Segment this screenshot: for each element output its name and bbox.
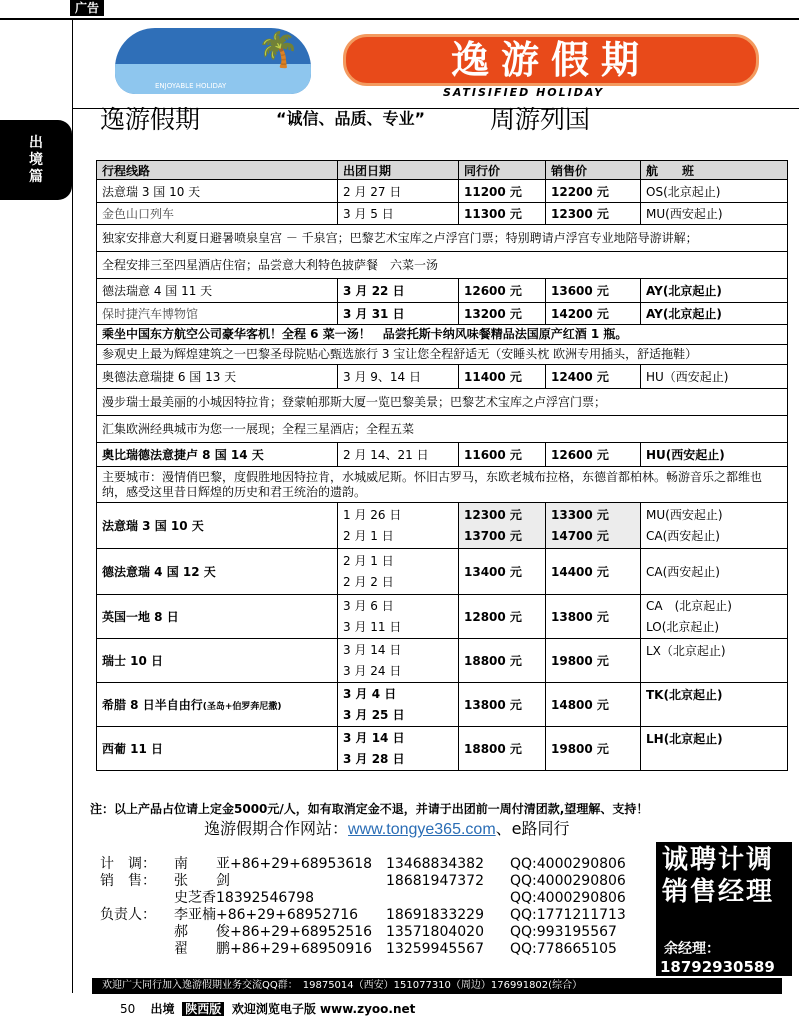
sale-price: 14200 元: [546, 303, 641, 325]
sale-price: 12400 元: [546, 365, 641, 389]
footnote: 注：以上产品占位请上定金5000元/人，如有取消定金不退，并请于出团前一周付清团款,望理解、支持！: [90, 802, 649, 816]
contact-person: 翟 鹏+86+29+68950916: [174, 941, 373, 957]
route-name: 瑞士 10 日: [97, 639, 338, 683]
qq-group-bar: 欢迎广大同行加入逸游假期业务交流QQ群： 19875014（西安）151077310（周边）176991802(综合）: [92, 978, 782, 994]
trade-price: 11600 元: [459, 443, 546, 467]
edition-tag: 陕西版: [182, 1002, 224, 1016]
sale-price: 12600 元: [546, 443, 641, 467]
route-note: 全程安排三至四星酒店住宿；品尝意大利特色披萨餐 六菜一汤: [97, 252, 788, 279]
depart-dates: [338, 683, 459, 727]
contact-qq: QQ:1771211713: [510, 907, 626, 923]
depart-dates: [338, 595, 459, 639]
contact-row: [100, 890, 660, 907]
contact-mobile: 13571804020: [386, 924, 484, 940]
depart-date: 2 月 27 日: [338, 180, 459, 203]
website-prefix: 逸游假期合作网站：: [204, 819, 349, 838]
contact-person: 李亚楠+86+29+68952716: [174, 907, 359, 923]
page-title: [100, 100, 720, 140]
depart-date: 3 月 9、14 日: [338, 365, 459, 389]
depart-date: 3 月 22 日: [338, 279, 459, 303]
sale-price: 12300 元: [546, 203, 641, 225]
palm-tree-icon: 🌴: [257, 30, 300, 70]
side-tab-char: 出: [29, 134, 43, 151]
title-slogan: “诚信、品质、专业”: [276, 109, 426, 128]
contact-mobile: 18681947372: [386, 873, 484, 889]
table-note-row: [97, 416, 788, 443]
depart-date: 1 月 26 日: [343, 507, 402, 522]
depart-date: 2 月 1 日: [343, 528, 394, 543]
depart-dates: [338, 727, 459, 771]
depart-date: 3 月 5 日: [338, 203, 459, 225]
table-note-row: [97, 252, 788, 279]
flights: [641, 595, 788, 639]
route-name-cell: [97, 683, 338, 727]
flight: AY(北京起止): [641, 279, 788, 303]
sale-price: 13800 元: [546, 595, 641, 639]
contact-mobile: 13259945567: [386, 941, 484, 957]
flight: CA(西安起止): [646, 528, 720, 543]
depart-date: 3 月 14 日: [343, 730, 405, 745]
trade-prices: [459, 503, 546, 549]
sale-prices: [546, 503, 641, 549]
sale-price: 19800 元: [546, 727, 641, 771]
hiring-title: 诚聘计调销售经理: [662, 845, 775, 907]
trade-price: 11300 元: [459, 203, 546, 225]
table-row: [97, 639, 788, 683]
table-note-row: [97, 225, 788, 252]
col-header: 航 班: [641, 161, 788, 180]
table-row: [97, 180, 788, 203]
trade-price: 11400 元: [459, 365, 546, 389]
section-side-tab: [0, 120, 72, 200]
trade-price: 13700 元: [464, 528, 522, 543]
table-row: [97, 595, 788, 639]
depart-date: 3 月 31 日: [338, 303, 459, 325]
trade-price: 13200 元: [459, 303, 546, 325]
flight: OS(北京起止): [641, 180, 788, 203]
side-tab-char: 境: [29, 151, 43, 168]
partner-website: [204, 816, 570, 839]
route-subtitle: 保时捷汽车博物馆: [97, 303, 338, 325]
route-name: 德法意瑞 4 国 12 天: [97, 549, 338, 595]
route-name: 法意瑞 3 国 10 天: [97, 503, 338, 549]
side-tab-char: 篇: [29, 168, 43, 185]
contact-qq: QQ:4000290806: [510, 890, 626, 906]
sale-price: 13600 元: [546, 279, 641, 303]
trade-price: 18800 元: [459, 639, 546, 683]
contact-row: [100, 873, 660, 890]
flight: HU（西安起止): [641, 365, 788, 389]
col-header: 行程线路: [97, 161, 338, 180]
table-row: [97, 365, 788, 389]
flights: [641, 503, 788, 549]
route-name: 奥德法意瑞捷 6 国 13 天: [97, 365, 338, 389]
route-name: 英国一地 8 日: [97, 595, 338, 639]
sale-price: 14400 元: [546, 549, 641, 595]
sale-price: 12200 元: [546, 180, 641, 203]
brand-title-logo: 逸游假期: [343, 34, 759, 86]
depart-date: 3 月 11 日: [343, 619, 402, 634]
depart-date: 3 月 4 日: [343, 686, 397, 701]
contact-role: 计 调：: [100, 856, 156, 872]
route-name: 德法瑞意 4 国 11 天: [97, 279, 338, 303]
hiring-box: [656, 842, 792, 976]
depart-date: 3 月 25 日: [343, 707, 405, 722]
route-name: 希腊 8 日半自由行: [102, 698, 203, 712]
table-row: [97, 203, 788, 225]
title-right: 周游列国: [490, 105, 591, 134]
contact-mobile: 13468834382: [386, 856, 484, 872]
company-logo: [115, 28, 311, 94]
depart-date: 3 月 28 日: [343, 751, 405, 766]
contact-qq: QQ:778665105: [510, 941, 617, 957]
contact-qq: QQ:993195567: [510, 924, 617, 940]
contact-row: [100, 941, 660, 958]
flight: MU(西安起止): [641, 203, 788, 225]
ad-tag: 广告: [70, 0, 104, 16]
contact-qq: QQ:4000290806: [510, 873, 626, 889]
depart-dates: [338, 639, 459, 683]
depart-date: 2 月 14、21 日: [338, 443, 459, 467]
depart-date: 2 月 1 日: [343, 553, 394, 568]
route-note: 独家安排意大利夏日避暑喷泉皇宫 － 千泉宫；巴黎艺术宝库之卢浮宫门票；特别聘请卢浮宫专业地陪导游讲解；: [97, 225, 788, 252]
sale-price: 19800 元: [546, 639, 641, 683]
contact-row: [100, 907, 660, 924]
trade-price: 13800 元: [459, 683, 546, 727]
flight: CA(西安起止): [641, 549, 788, 595]
tour-table: [96, 160, 788, 771]
route-name: 奥比瑞德法意捷卢 8 国 14 天: [97, 443, 338, 467]
trade-price: 18800 元: [459, 727, 546, 771]
contact-row: [100, 856, 660, 873]
website-suffix: 、e路同行: [495, 819, 570, 838]
col-header: 销售价: [546, 161, 641, 180]
flight: LO(北京起止): [646, 619, 720, 634]
flight: MU(西安起止): [646, 507, 723, 522]
depart-date: 3 月 6 日: [343, 598, 394, 613]
contact-person: 南 亚+86+29+68953618: [174, 856, 373, 872]
table-row: [97, 503, 788, 549]
contact-list: [100, 856, 660, 958]
trade-price: 13400 元: [459, 549, 546, 595]
route-note: 乘坐中国东方航空公司豪华客机！全程 6 菜一汤！ 品尝托斯卡纳风味餐精品法国原产红酒 1 瓶。: [97, 325, 788, 345]
page-number: 50: [120, 1002, 136, 1016]
website-link[interactable]: www.tongye365.com: [348, 821, 496, 838]
table-row: [97, 279, 788, 303]
contact-qq: QQ:4000290806: [510, 856, 626, 872]
table-row: [97, 727, 788, 771]
table-header-row: [97, 161, 788, 180]
table-row: [97, 443, 788, 467]
hiring-phone: 18792930589: [660, 958, 775, 976]
col-header: 同行价: [459, 161, 546, 180]
contact-person: 郝 俊+86+29+68952516: [174, 924, 373, 940]
flight: CA (北京起止): [646, 598, 732, 613]
top-bar: [0, 0, 799, 20]
col-header: 出团日期: [338, 161, 459, 180]
page-footer: [120, 1000, 415, 1017]
flight: HU(西安起止): [641, 443, 788, 467]
sale-price: 13300 元: [551, 507, 609, 522]
table-note-row: [97, 389, 788, 416]
table-row: [97, 549, 788, 595]
route-name: 法意瑞 3 国 10 天: [97, 180, 338, 203]
sale-price: 14700 元: [551, 528, 609, 543]
table-note-row: [97, 325, 788, 345]
route-note: 汇集欧洲经典城市为您一一展现；全程三星酒店；全程五菜: [97, 416, 788, 443]
contact-mobile: 18691833229: [386, 907, 484, 923]
depart-date: 3 月 24 日: [343, 663, 402, 678]
route-name: 西葡 11 日: [97, 727, 338, 771]
flight: AY(北京起止): [641, 303, 788, 325]
title-main: 逸游假期: [100, 105, 201, 134]
contact-role: 负责人：: [100, 907, 156, 923]
flight: TK(北京起止): [641, 683, 788, 727]
depart-date: 3 月 14 日: [343, 642, 402, 657]
depart-dates: [338, 549, 459, 595]
route-note: 主要城市：漫情俏巴黎，度假胜地因特拉肯，水城威尼斯。怀旧古罗马，东欧老城布拉格，东德首都柏林。畅游音乐之都维也纳，感受这里昔日辉煌的历史和君王统治的遗韵。: [97, 467, 788, 503]
flight: LH(北京起止): [641, 727, 788, 771]
hiring-manager: 余经理：: [664, 941, 720, 957]
trade-price: 11200 元: [459, 180, 546, 203]
brand-subtitle: SATISIFIED HOLIDAY: [443, 86, 605, 99]
contact-row: [100, 924, 660, 941]
contact-role: 销 售：: [100, 873, 156, 889]
footer-text: 欢迎浏览电子版 www.zyoo.net: [231, 1002, 416, 1016]
route-name-sub: (圣岛+伯罗奔尼撒): [202, 702, 282, 712]
trade-price: 12600 元: [459, 279, 546, 303]
trade-price: 12300 元: [464, 507, 522, 522]
footer-section: 出境: [150, 1002, 175, 1016]
trade-price: 12800 元: [459, 595, 546, 639]
logo-small-text: ENJOYABLE HOLIDAY: [155, 82, 227, 90]
contact-person: 史芝香18392546798: [174, 890, 314, 906]
route-subtitle: 金色山口列车: [97, 203, 338, 225]
table-row: [97, 683, 788, 727]
table-row: [97, 303, 788, 325]
header-banner: [73, 18, 799, 109]
depart-dates: [338, 503, 459, 549]
depart-date: 2 月 2 日: [343, 574, 394, 589]
route-note: 漫步瑞士最美丽的小城因特拉肯；登蒙帕那斯大厦一览巴黎美景；巴黎艺术宝库之卢浮宫门票；: [97, 389, 788, 416]
contact-person: 张 剑: [174, 873, 230, 889]
route-note: 参观史上最为辉煌建筑之一巴黎圣母院贴心甄选旅行 3 宝让您全程舒适无（安睡头枕 欧洲专用插头，舒适拖鞋）: [97, 345, 788, 365]
table-note-row: [97, 345, 788, 365]
table-note-row: [97, 467, 788, 503]
flight: LX（北京起止): [641, 639, 788, 683]
sale-price: 14800 元: [546, 683, 641, 727]
